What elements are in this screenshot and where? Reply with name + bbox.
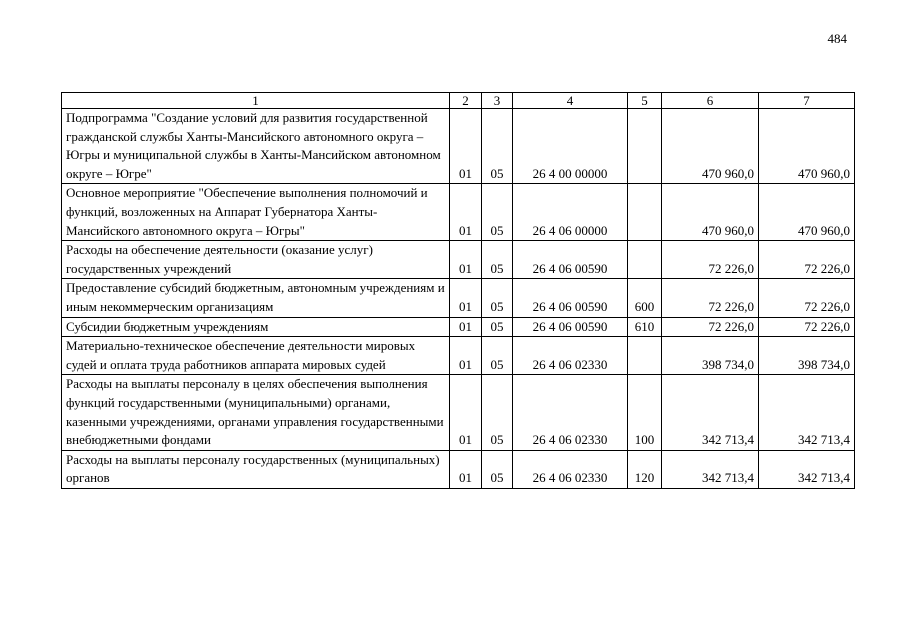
row-section: 01 [450,184,482,241]
table-row [62,337,855,375]
row-amount-1: 470 960,0 [662,109,759,184]
row-subsection: 05 [482,337,513,375]
row-target-code: 26 4 06 02330 [513,337,628,375]
row-section: 01 [450,279,482,317]
row-name: Расходы на обеспечение деятельности (оказание услуг) государственных учреждений [62,241,450,279]
row-expense-type: 610 [628,317,662,337]
row-section: 01 [450,109,482,184]
row-name: Расходы на выплаты персоналу в целях обеспечения выполнения функций государственными (муниципальными) органами, казенными учреждениями, органами управления государственными внебюджетными фондами [62,375,450,450]
header-col-7: 7 [759,93,855,109]
row-amount-1: 72 226,0 [662,279,759,317]
row-expense-type [628,337,662,375]
budget-table [61,92,855,489]
row-section: 01 [450,450,482,488]
row-expense-type: 600 [628,279,662,317]
table-row [62,375,855,450]
row-amount-2: 342 713,4 [759,450,855,488]
row-target-code: 26 4 06 00000 [513,184,628,241]
table-row [62,279,855,317]
header-col-2: 2 [450,93,482,109]
row-target-code: 26 4 06 00590 [513,279,628,317]
row-subsection: 05 [482,279,513,317]
table-body [62,109,855,489]
header-col-5: 5 [628,93,662,109]
table-row [62,241,855,279]
table-row [62,317,855,337]
row-expense-type [628,241,662,279]
row-target-code: 26 4 06 00590 [513,317,628,337]
row-amount-2: 72 226,0 [759,241,855,279]
row-amount-1: 470 960,0 [662,184,759,241]
row-target-code: 26 4 06 02330 [513,450,628,488]
row-target-code: 26 4 06 02330 [513,375,628,450]
table-header [62,93,855,109]
row-amount-2: 470 960,0 [759,184,855,241]
row-section: 01 [450,241,482,279]
header-row [62,93,855,109]
row-name: Субсидии бюджетным учреждениям [62,317,450,337]
row-expense-type [628,184,662,241]
row-section: 01 [450,317,482,337]
row-name: Предоставление субсидий бюджетным, автономным учреждениям и иным некоммерческим организациям [62,279,450,317]
row-amount-1: 342 713,4 [662,375,759,450]
row-subsection: 05 [482,109,513,184]
row-subsection: 05 [482,450,513,488]
table-row [62,450,855,488]
row-subsection: 05 [482,241,513,279]
row-amount-2: 72 226,0 [759,317,855,337]
row-amount-2: 470 960,0 [759,109,855,184]
row-subsection: 05 [482,317,513,337]
table-row [62,109,855,184]
row-name: Расходы на выплаты персоналу государственных (муниципальных) органов [62,450,450,488]
row-section: 01 [450,375,482,450]
row-target-code: 26 4 06 00590 [513,241,628,279]
row-target-code: 26 4 00 00000 [513,109,628,184]
row-amount-2: 398 734,0 [759,337,855,375]
row-section: 01 [450,337,482,375]
row-subsection: 05 [482,375,513,450]
row-amount-1: 342 713,4 [662,450,759,488]
row-subsection: 05 [482,184,513,241]
header-col-1: 1 [62,93,450,109]
row-amount-2: 342 713,4 [759,375,855,450]
row-name: Основное мероприятие "Обеспечение выполнения полномочий и функций, возложенных на Аппарат Губернатора Ханты-Мансийского автономного округа – Югры" [62,184,450,241]
row-amount-1: 72 226,0 [662,241,759,279]
page-number: 484 [827,31,847,46]
header-col-4: 4 [513,93,628,109]
header-col-3: 3 [482,93,513,109]
table-row [62,184,855,241]
row-amount-1: 72 226,0 [662,317,759,337]
row-expense-type: 100 [628,375,662,450]
header-col-6: 6 [662,93,759,109]
row-name: Подпрограмма "Создание условий для развития государственной гражданской службы Ханты-Мансийского автономного округа – Югры и муниципальной службы в Ханты-Мансийском автономном округе – Югре" [62,109,450,184]
row-expense-type [628,109,662,184]
row-amount-2: 72 226,0 [759,279,855,317]
row-amount-1: 398 734,0 [662,337,759,375]
row-expense-type: 120 [628,450,662,488]
row-name: Материально-техническое обеспечение деятельности мировых судей и оплата труда работников аппарата мировых судей [62,337,450,375]
